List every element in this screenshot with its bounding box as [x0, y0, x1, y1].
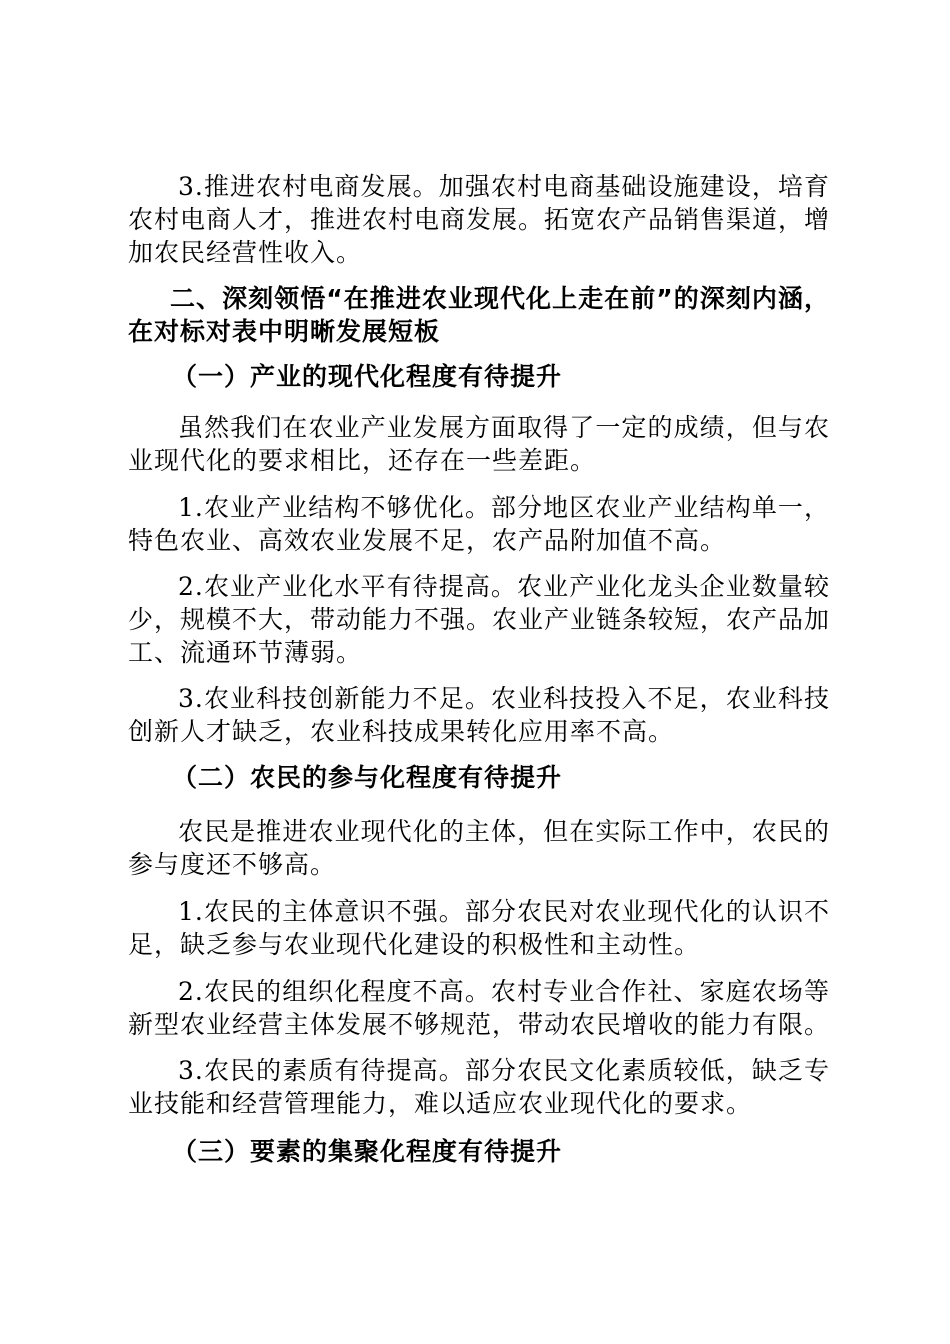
- subheading-farmer-participation: （二）农民的参与化程度有待提升: [172, 763, 563, 792]
- paragraph-industry-intro: 虽然我们在农业产业发展方面取得了一定的成绩，但与农业现代化的要求相比，还存在一些差距。: [128, 413, 830, 475]
- subheading-factor-agglomeration: （三）要素的集聚化程度有待提升: [172, 1137, 563, 1166]
- paragraph-rural-ecommerce: 3.推进农村电商发展。加强农村电商基础设施建设，培育农村电商人才，推进农村电商发展。拓宽农产品销售渠道，增加农民经营性收入。: [128, 172, 831, 267]
- paragraph-farmer-awareness: 1.农民的主体意识不强。部分农民对农业现代化的认识不足，缺乏参与农业现代化建设的积极性和主动性。: [128, 897, 830, 959]
- paragraph-agri-tech: 3.农业科技创新能力不足。农业科技投入不足，农业科技创新人才缺乏，农业科技成果转化应用率不高。: [128, 684, 830, 746]
- paragraph-industrialization-level: 2.农业产业化水平有待提高。农业产业化龙头企业数量较少，规模不大，带动能力不强。农业产业链条较短，农产品加工、流通环节薄弱。: [128, 572, 831, 667]
- section-heading-2: 二、深刻领悟“在推进农业现代化上走在前”的深刻内涵，在对标对表中明晰发展短板: [128, 284, 830, 346]
- paragraph-farmer-quality: 3.农民的素质有待提高。部分农民文化素质较低，缺乏专业技能和经营管理能力，难以适应农业现代化的要求。: [128, 1056, 830, 1118]
- paragraph-farmer-intro: 农民是推进农业现代化的主体，但在实际工作中，农民的参与度还不够高。: [128, 817, 830, 879]
- subheading-industry: （一）产业的现代化程度有待提升: [172, 362, 563, 391]
- paragraph-farmer-organization: 2.农民的组织化程度不高。农村专业合作社、家庭农场等新型农业经营主体发展不够规范，带动农民增收的能力有限。: [128, 977, 831, 1039]
- paragraph-industry-structure: 1.农业产业结构不够优化。部分地区农业产业结构单一，特色农业、高效农业发展不足，农产品附加值不高。: [128, 493, 830, 555]
